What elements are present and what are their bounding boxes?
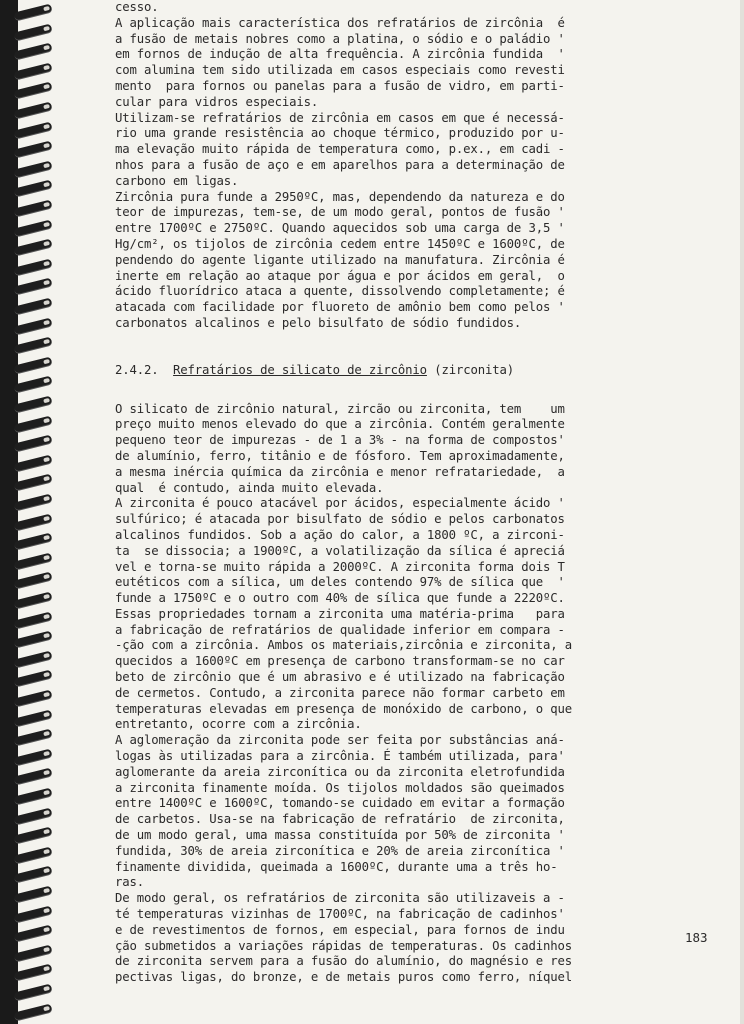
text-line: cular para vidros especiais. bbox=[115, 94, 319, 109]
binding-ring bbox=[14, 944, 53, 961]
section-title: Refratários de silicato de zircônio bbox=[173, 362, 427, 377]
binding-ring bbox=[14, 964, 53, 981]
text-line: de zirconita servem para a fusão do alumínio, do magnésio e res bbox=[115, 954, 572, 969]
text-line: sulfúrico; é atacada por bisulfato de sódio e pelos carbonatos bbox=[115, 512, 565, 527]
binding-ring bbox=[14, 807, 53, 824]
text-line: pequeno teor de impurezas - de 1 a 3% - na forma de compostos' bbox=[115, 433, 565, 448]
binding-ring bbox=[14, 396, 53, 413]
binding-ring bbox=[14, 82, 53, 99]
paragraph-6 bbox=[115, 733, 667, 891]
text-line: nhos para a fusão de aço e em aparelhos para a determinação de bbox=[115, 157, 565, 172]
binding-ring bbox=[14, 180, 53, 197]
binding-ring bbox=[14, 984, 53, 1001]
text-line: a fabricação de refratários de qualidade inferior em compara - bbox=[115, 622, 565, 637]
binding-ring bbox=[14, 709, 53, 726]
binding-ring bbox=[14, 846, 53, 863]
text-line: de um modo geral, uma massa constituída por 50% de zirconita ' bbox=[115, 828, 565, 843]
text-line: carbono em ligas. bbox=[115, 173, 239, 188]
text-line: inerte em relação ao ataque por água e por ácidos em geral, o bbox=[115, 268, 565, 283]
text-line: quecidos a 1600ºC em presença de carbono transformam-se no car bbox=[115, 654, 565, 669]
text-line: mento para fornos ou panelas para a fusão de vidro, em parti- bbox=[115, 78, 565, 93]
binding-ring bbox=[14, 572, 53, 589]
paragraph-4 bbox=[115, 402, 667, 497]
text-line: A zirconita é pouco atacável por ácidos, especialmente ácido ' bbox=[115, 496, 565, 511]
binding-ring bbox=[14, 729, 53, 746]
binding-ring bbox=[14, 4, 53, 21]
text-line: com alumina tem sido utilizada em casos especiais como revesti bbox=[115, 63, 565, 78]
text-line: beto de zircônio que é um abrasivo e é utilizado na fabricação bbox=[115, 670, 565, 685]
text-line: Essas propriedades tornam a zirconita uma matéria-prima para bbox=[115, 606, 565, 621]
text-line: entre 1400ºC e 1600ºC, tomando-se cuidado em evitar a formação bbox=[115, 796, 565, 811]
binding-ring bbox=[14, 827, 53, 844]
text-line: carbonatos alcalinos e pelo bisulfato de sódio fundidos. bbox=[115, 315, 522, 330]
paragraph-3 bbox=[115, 190, 667, 332]
binding-ring bbox=[14, 102, 53, 119]
text-line: ras. bbox=[115, 875, 145, 890]
binding-ring bbox=[14, 121, 53, 138]
binding-ring bbox=[14, 376, 53, 393]
binding-ring bbox=[14, 278, 53, 295]
binding-ring bbox=[14, 513, 53, 530]
text-line: cesso. bbox=[115, 0, 159, 14]
text-line: ácido fluorídrico ataca a quente, dissolvendo completamente; é bbox=[115, 284, 565, 299]
text-line: Hg/cm², os tijolos de zircônia cedem entre 1450ºC e 1600ºC, de bbox=[115, 236, 565, 251]
binding-ring bbox=[14, 356, 53, 373]
binding-ring bbox=[14, 415, 53, 432]
binding-ring bbox=[14, 141, 53, 158]
text-line: e de revestimentos de fornos, em especial, para fornos de indu bbox=[115, 922, 565, 937]
section-number: 2.4.2. bbox=[115, 362, 159, 377]
text-line: -ção com a zircônia. Ambos os materiais,zircônia e zirconita, a bbox=[115, 638, 572, 653]
text-line: Utilizam-se refratários de zircônia em casos em que é necessá- bbox=[115, 110, 565, 125]
text-line: A aplicação mais característica dos refratários de zircônia é bbox=[115, 15, 565, 30]
body-text bbox=[115, 0, 667, 986]
binding-ring bbox=[14, 788, 53, 805]
page-edge bbox=[740, 0, 744, 1024]
section-suffix: (zirconita) bbox=[434, 362, 514, 377]
binding-ring bbox=[14, 768, 53, 785]
section-heading bbox=[115, 363, 667, 379]
binding-ring bbox=[14, 1003, 53, 1020]
paragraph-5 bbox=[115, 496, 667, 733]
paragraph-7 bbox=[115, 891, 667, 986]
binding-ring bbox=[14, 631, 53, 648]
binding-ring bbox=[14, 435, 53, 452]
text-line: O silicato de zircônio natural, zircão ou zirconita, tem um bbox=[115, 401, 565, 416]
text-line: de alumínio, ferro, titânio e de fósforo. Tem aproximadamente, bbox=[115, 448, 565, 463]
text-line: vel e torna-se muito rápida a 2000ºC. A zirconita forma dois T bbox=[115, 559, 565, 574]
binding-ring bbox=[14, 886, 53, 903]
binding-ring bbox=[14, 748, 53, 765]
binding-ring bbox=[14, 219, 53, 236]
text-line: entretanto, ocorre com a zircônia. bbox=[115, 717, 362, 732]
text-line: finamente dividida, queimada a 1600ºC, durante uma a três ho- bbox=[115, 859, 558, 874]
binding-ring bbox=[14, 650, 53, 667]
binding-ring bbox=[14, 690, 53, 707]
binding-ring bbox=[14, 611, 53, 628]
binding-ring bbox=[14, 200, 53, 217]
binding-ring bbox=[14, 258, 53, 275]
paragraph-2 bbox=[115, 111, 667, 190]
text-line: rio uma grande resistência ao choque térmico, produzido por u- bbox=[115, 126, 565, 141]
text-line: entre 1700ºC e 2750ºC. Quando aquecidos sob uma carga de 3,5 ' bbox=[115, 221, 565, 236]
text-line: a fusão de metais nobres como a platina, o sódio e o paládio ' bbox=[115, 31, 565, 46]
binding-ring bbox=[14, 337, 53, 354]
paragraph-1 bbox=[115, 0, 667, 111]
text-line: atacada com facilidade por fluoreto de amônio bem como pelos ' bbox=[115, 300, 565, 315]
text-line: eutéticos com a sílica, um deles contendo 97% de sílica que ' bbox=[115, 575, 565, 590]
text-line: pendendo do agente ligante utilizado na manufatura. Zircônia é bbox=[115, 252, 565, 267]
text-line: pectivas ligas, do bronze, e de metais puros como ferro, níquel bbox=[115, 970, 572, 985]
binding-ring bbox=[14, 494, 53, 511]
binding-ring bbox=[14, 670, 53, 687]
binding-ring bbox=[14, 552, 53, 569]
text-line: a zirconita finamente moída. Os tijolos moldados são queimados bbox=[115, 780, 565, 795]
text-line: em fornos de indução de alta frequência. A zircônia fundida ' bbox=[115, 47, 565, 62]
text-line: qual é contudo, ainda muito elevada. bbox=[115, 480, 384, 495]
text-line: a mesma inércia química da zircônia e menor refratariedade, a bbox=[115, 464, 565, 479]
binding-ring bbox=[14, 298, 53, 315]
binding-ring bbox=[14, 160, 53, 177]
text-line: alcalinos fundidos. Sob a ação do calor, a 1800 ºC, a zirconi- bbox=[115, 527, 565, 542]
page-number: 183 bbox=[685, 930, 708, 945]
text-line: fundida, 30% de areia zirconítica e 20% de areia zirconítica ' bbox=[115, 843, 565, 858]
text-line: funde a 1750ºC e o outro com 40% de sílica que funde a 2220ºC. bbox=[115, 591, 565, 606]
text-line: temperaturas elevadas em presença de monóxido de carbono, o que bbox=[115, 701, 572, 716]
text-line: de cermetos. Contudo, a zirconita parece não formar carbeto em bbox=[115, 685, 565, 700]
text-line: preço muito menos elevado do que a zircônia. Contém geralmente bbox=[115, 417, 565, 432]
binding-ring bbox=[14, 925, 53, 942]
text-line: de carbetos. Usa-se na fabricação de refratário de zirconita, bbox=[115, 812, 565, 827]
binding-ring bbox=[14, 62, 53, 79]
binding-ring bbox=[14, 23, 53, 40]
binding-ring bbox=[14, 239, 53, 256]
text-line: Zircônia pura funde a 2950ºC, mas, dependendo da natureza e do bbox=[115, 189, 565, 204]
text-line: té temperaturas vizinhas de 1700ºC, na fabricação de cadinhos' bbox=[115, 907, 565, 922]
text-line: aglomerante da areia zirconítica ou da zirconita eletrofundida bbox=[115, 764, 565, 779]
text-line: A aglomeração da zirconita pode ser feita por substâncias aná- bbox=[115, 733, 565, 748]
text-line: De modo geral, os refratários de zirconita são utilizaveis a - bbox=[115, 891, 565, 906]
binding-ring bbox=[14, 533, 53, 550]
spiral-binding bbox=[0, 0, 52, 1024]
text-line: teor de impurezas, tem-se, de um modo geral, pontos de fusão ' bbox=[115, 205, 565, 220]
binding-ring bbox=[14, 43, 53, 60]
text-line: ção submetidos a variações rápidas de temperaturas. Os cadinhos bbox=[115, 938, 572, 953]
text-line: ta se dissocia; a 1900ºC, a volatilização da sílica é apreciá bbox=[115, 543, 565, 558]
binding-ring bbox=[14, 317, 53, 334]
text-line: logas às utilizadas para a zircônia. É também utilizada, para' bbox=[115, 749, 565, 764]
binding-ring bbox=[14, 592, 53, 609]
text-line: ma elevação muito rápida de temperatura como, p.ex., em cadi - bbox=[115, 142, 565, 157]
binding-ring bbox=[14, 866, 53, 883]
binding-ring bbox=[14, 474, 53, 491]
binding-ring bbox=[14, 454, 53, 471]
binding-ring bbox=[14, 905, 53, 922]
